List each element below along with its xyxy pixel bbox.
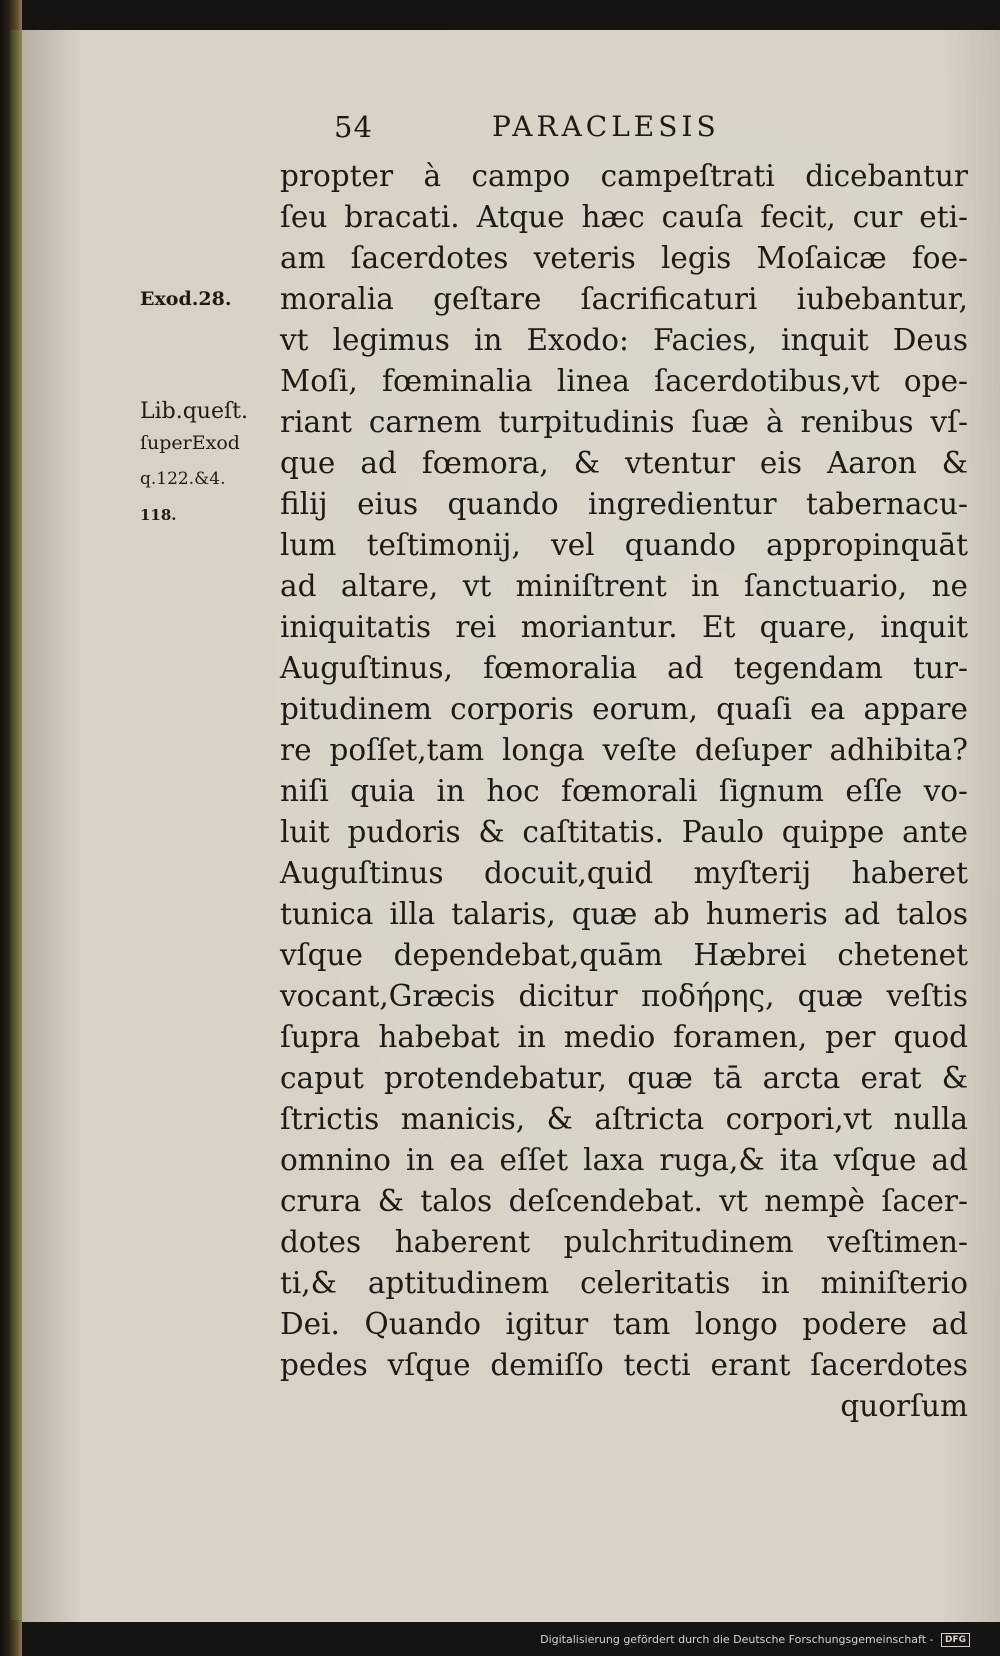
text-line: ſupra habebat in medio foramen, per quod <box>280 1020 968 1054</box>
marginal-note-number: 118. <box>140 506 177 524</box>
text-line: vſque dependebat,quām Hæbrei chetenet <box>280 938 968 972</box>
running-title: PARACLESIS <box>492 110 720 143</box>
text-line: dotes haberent pulchritudinem veſtimen- <box>280 1225 968 1259</box>
gutter-strip <box>10 30 22 1620</box>
text-line: ad altare, vt miniſtrent in ſanctuario, ne <box>280 569 968 603</box>
text-line: re poſſet,tam longa veſte deſuper adhibita? <box>280 733 968 767</box>
text-line: ti,& aptitudinem celeritatis in miniſterio <box>280 1266 968 1300</box>
text-line: iniquitatis rei moriantur. Et quare, inquit <box>280 610 968 644</box>
text-line: pedes vſque demiſſo tecti erant ſacerdotes <box>280 1348 968 1382</box>
digitization-credit <box>540 1630 970 1650</box>
text-line: vt legimus in Exodo: Facies, inquit Deus <box>280 323 968 357</box>
catchword: quorſum <box>840 1389 968 1423</box>
text-line: am ſacerdotes veteris legis Moſaicæ foe- <box>280 241 968 275</box>
book-page <box>22 30 1000 1622</box>
running-head <box>22 110 1000 150</box>
text-line: Dei. Quando igitur tam longo podere ad <box>280 1307 968 1341</box>
text-line: Moſi, fœminalia linea ſacerdotibus,vt ope- <box>280 364 968 398</box>
text-line: luit pudoris & caſtitatis. Paulo quippe ante <box>280 815 968 849</box>
text-line: propter à campo campeſtrati dicebantur <box>280 159 968 193</box>
marginal-note-question: q.122.&4. <box>140 469 226 489</box>
text-line: tunica illa talaris, quæ ab humeris ad talos <box>280 897 968 931</box>
marginal-note-exodus: Exod.28. <box>140 288 232 310</box>
text-line: vocant,Græcis dicitur ποδήρης, quæ veſtis <box>280 979 968 1013</box>
text-line: Auguſtinus docuit,quid myſterij haberet <box>280 856 968 890</box>
text-line: riant carnem turpitudinis ſuæ à renibus vſ- <box>280 405 968 439</box>
credit-text: Digitalisierung gefördert durch die Deutsche Forschungsgemeinschaft - <box>540 1633 934 1646</box>
text-line: crura & talos deſcendebat. vt nempè ſacer- <box>280 1184 968 1218</box>
text-line: lum teſtimonij, vel quando appropinquāt <box>280 528 968 562</box>
text-line: pitudinem corporis eorum, quaſi ea appare <box>280 692 968 726</box>
text-line: ſeu bracati. Atque hæc cauſa fecit, cur eti- <box>280 200 968 234</box>
text-line: niſi quia in hoc fœmorali ſignum eſſe vo- <box>280 774 968 808</box>
text-line: que ad fœmora, & vtentur eis Aaron & <box>280 446 968 480</box>
marginal-note-liber: Lib.queſt. <box>140 399 248 424</box>
body-text <box>280 156 968 1427</box>
text-line: ſtrictis manicis, & aſtricta corpori,vt nulla <box>280 1102 968 1136</box>
text-line: moralia geſtare ſacrificaturi iubebantur, <box>280 282 968 316</box>
text-line: filij eius quando ingredientur tabernacu- <box>280 487 968 521</box>
text-line: caput protendebatur, quæ tā arcta erat & <box>280 1061 968 1095</box>
text-line: omnino in ea eſſet laxa ruga,& ita vſque ad <box>280 1143 968 1177</box>
dfg-logo: DFG <box>941 1633 970 1647</box>
text-line: Auguſtinus, fœmoralia ad tegendam tur- <box>280 651 968 685</box>
marginal-note-super-exod: ſuperExod <box>140 432 240 454</box>
page-number: 54 <box>334 110 373 144</box>
